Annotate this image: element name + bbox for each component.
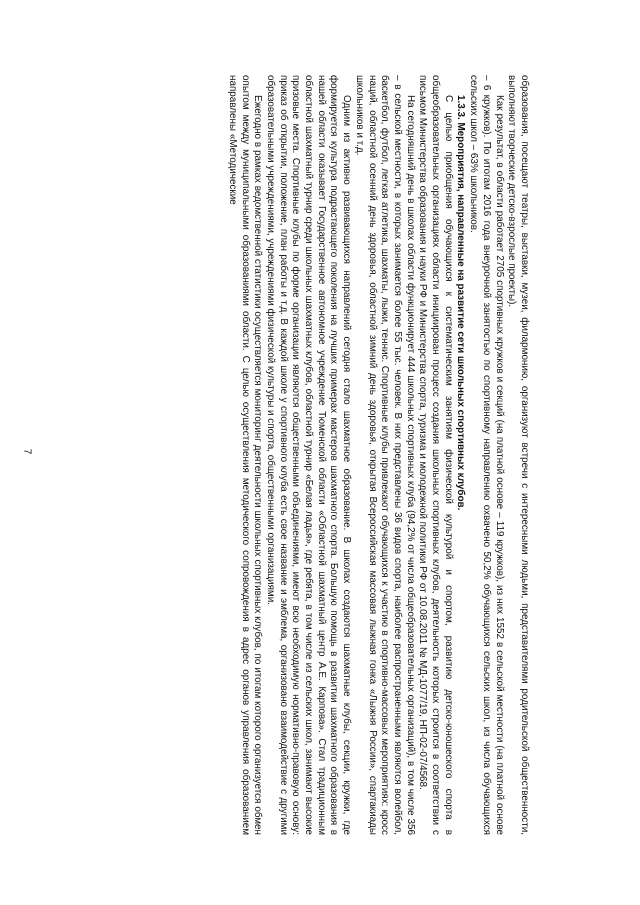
paragraph-4: На сегодняшний день в школах области функционирует 444 школьных спортивных клуба (94,2% от числа общеобразовательных организаций), в том числе 356 – в сельской местности, в которых занимается более 55 тыс. человек. В них представлены 36 видов спорта, наиболее распространенными являются волейбол, баскетбол, футбол, легкая атлетика, шахматы, лыжи, теннис. Спортивные клубы привлекают обучающихся к участию в спортивно-массовых мероприятиях: кросс наций, областной осенний день здоровья, областной зимний день здоровья, открытая Всероссийская массовая лыжная гонка «Лыжня России», спартакиады школьников и т.д.: [353, 75, 416, 835]
paragraph-5: Одним из активно развивающихся направлений сегодня стало шахматное образование. В школах создаются шахматные клубы, секции, кружки, где формируется культура подрастающего поколения на лучших примерах мастеров шахматного спорта. Большую помощь в развитии шахматного образования в нашей области оказывает Государственное автономное учреждение Тюменской области «Областной шахматный центр А.Е. Карпова». Стал традиционным областной шахматный турнир среди школьных шахматных клубов, областной турнир «Белая ладья», где ребята, в том числе из сельских школ, занимают высокие призовые места. Спортивные клубы по форме организации являются общественными объединениями, имеют всю необходимую нормативно-правовую основу: приказ об открытии, положение, план работы и т.д. В каждой школе у спортивного клуба есть свое название и эмблема, организовано взаимодействие с другими образовательными учреждениями, учреждениями физической культуры и спорта, общественными организациями.: [264, 75, 353, 835]
paragraph-2: Как результат, в области работает 2705 спортивных кружков и секций (на платной основе – 119 кружков), из них 1552 в сельской местности (на платной основе – 6 кружков). По итогам 2016 года внеурочной занятостью по спортивному направлению охвачено 50,2% обучающихся сельских школ, из числа обучающихся сельских школ – 63% школьников.: [468, 75, 505, 835]
page-number: 7: [21, 448, 33, 455]
paragraph-6: Ежегодно в рамках ведомственной статистики осуществляется мониторинг деятельности школьных спортивных клубов, по итогам которого организуется обмен опытом между муниципальными образованиями области. С целью осуществления методического сопровождения в адрес органов управления образованием направлены «Методические: [226, 75, 264, 835]
section-heading: 1.3.3. Мероприятия, направленные на развитие сети школьных спортивных клубов.: [455, 95, 467, 511]
paragraph-1: образования, посещают театры, выставки, музеи, филармонию, организуют встречи с интересными людьми, представителями родительской общественности, выполняют творческие детско-взрослые проекты).: [506, 75, 530, 835]
document-body: [110, 75, 530, 835]
paragraph-3: С целью приобщения обучающихся к систематическим занятиям физической культурой и спортом, развитию детско-юношеского спорта в общеобразовательных организациях области инициирован процесс создания школьных спортивных клубов, деятельность которых строится в соответствии с письмом Министерства образования и науки РФ и Министерства спорта, туризма и молодежной политики РФ от 10.08.2011 № МД-1077/19, НП-02-07/4568.: [417, 75, 454, 835]
